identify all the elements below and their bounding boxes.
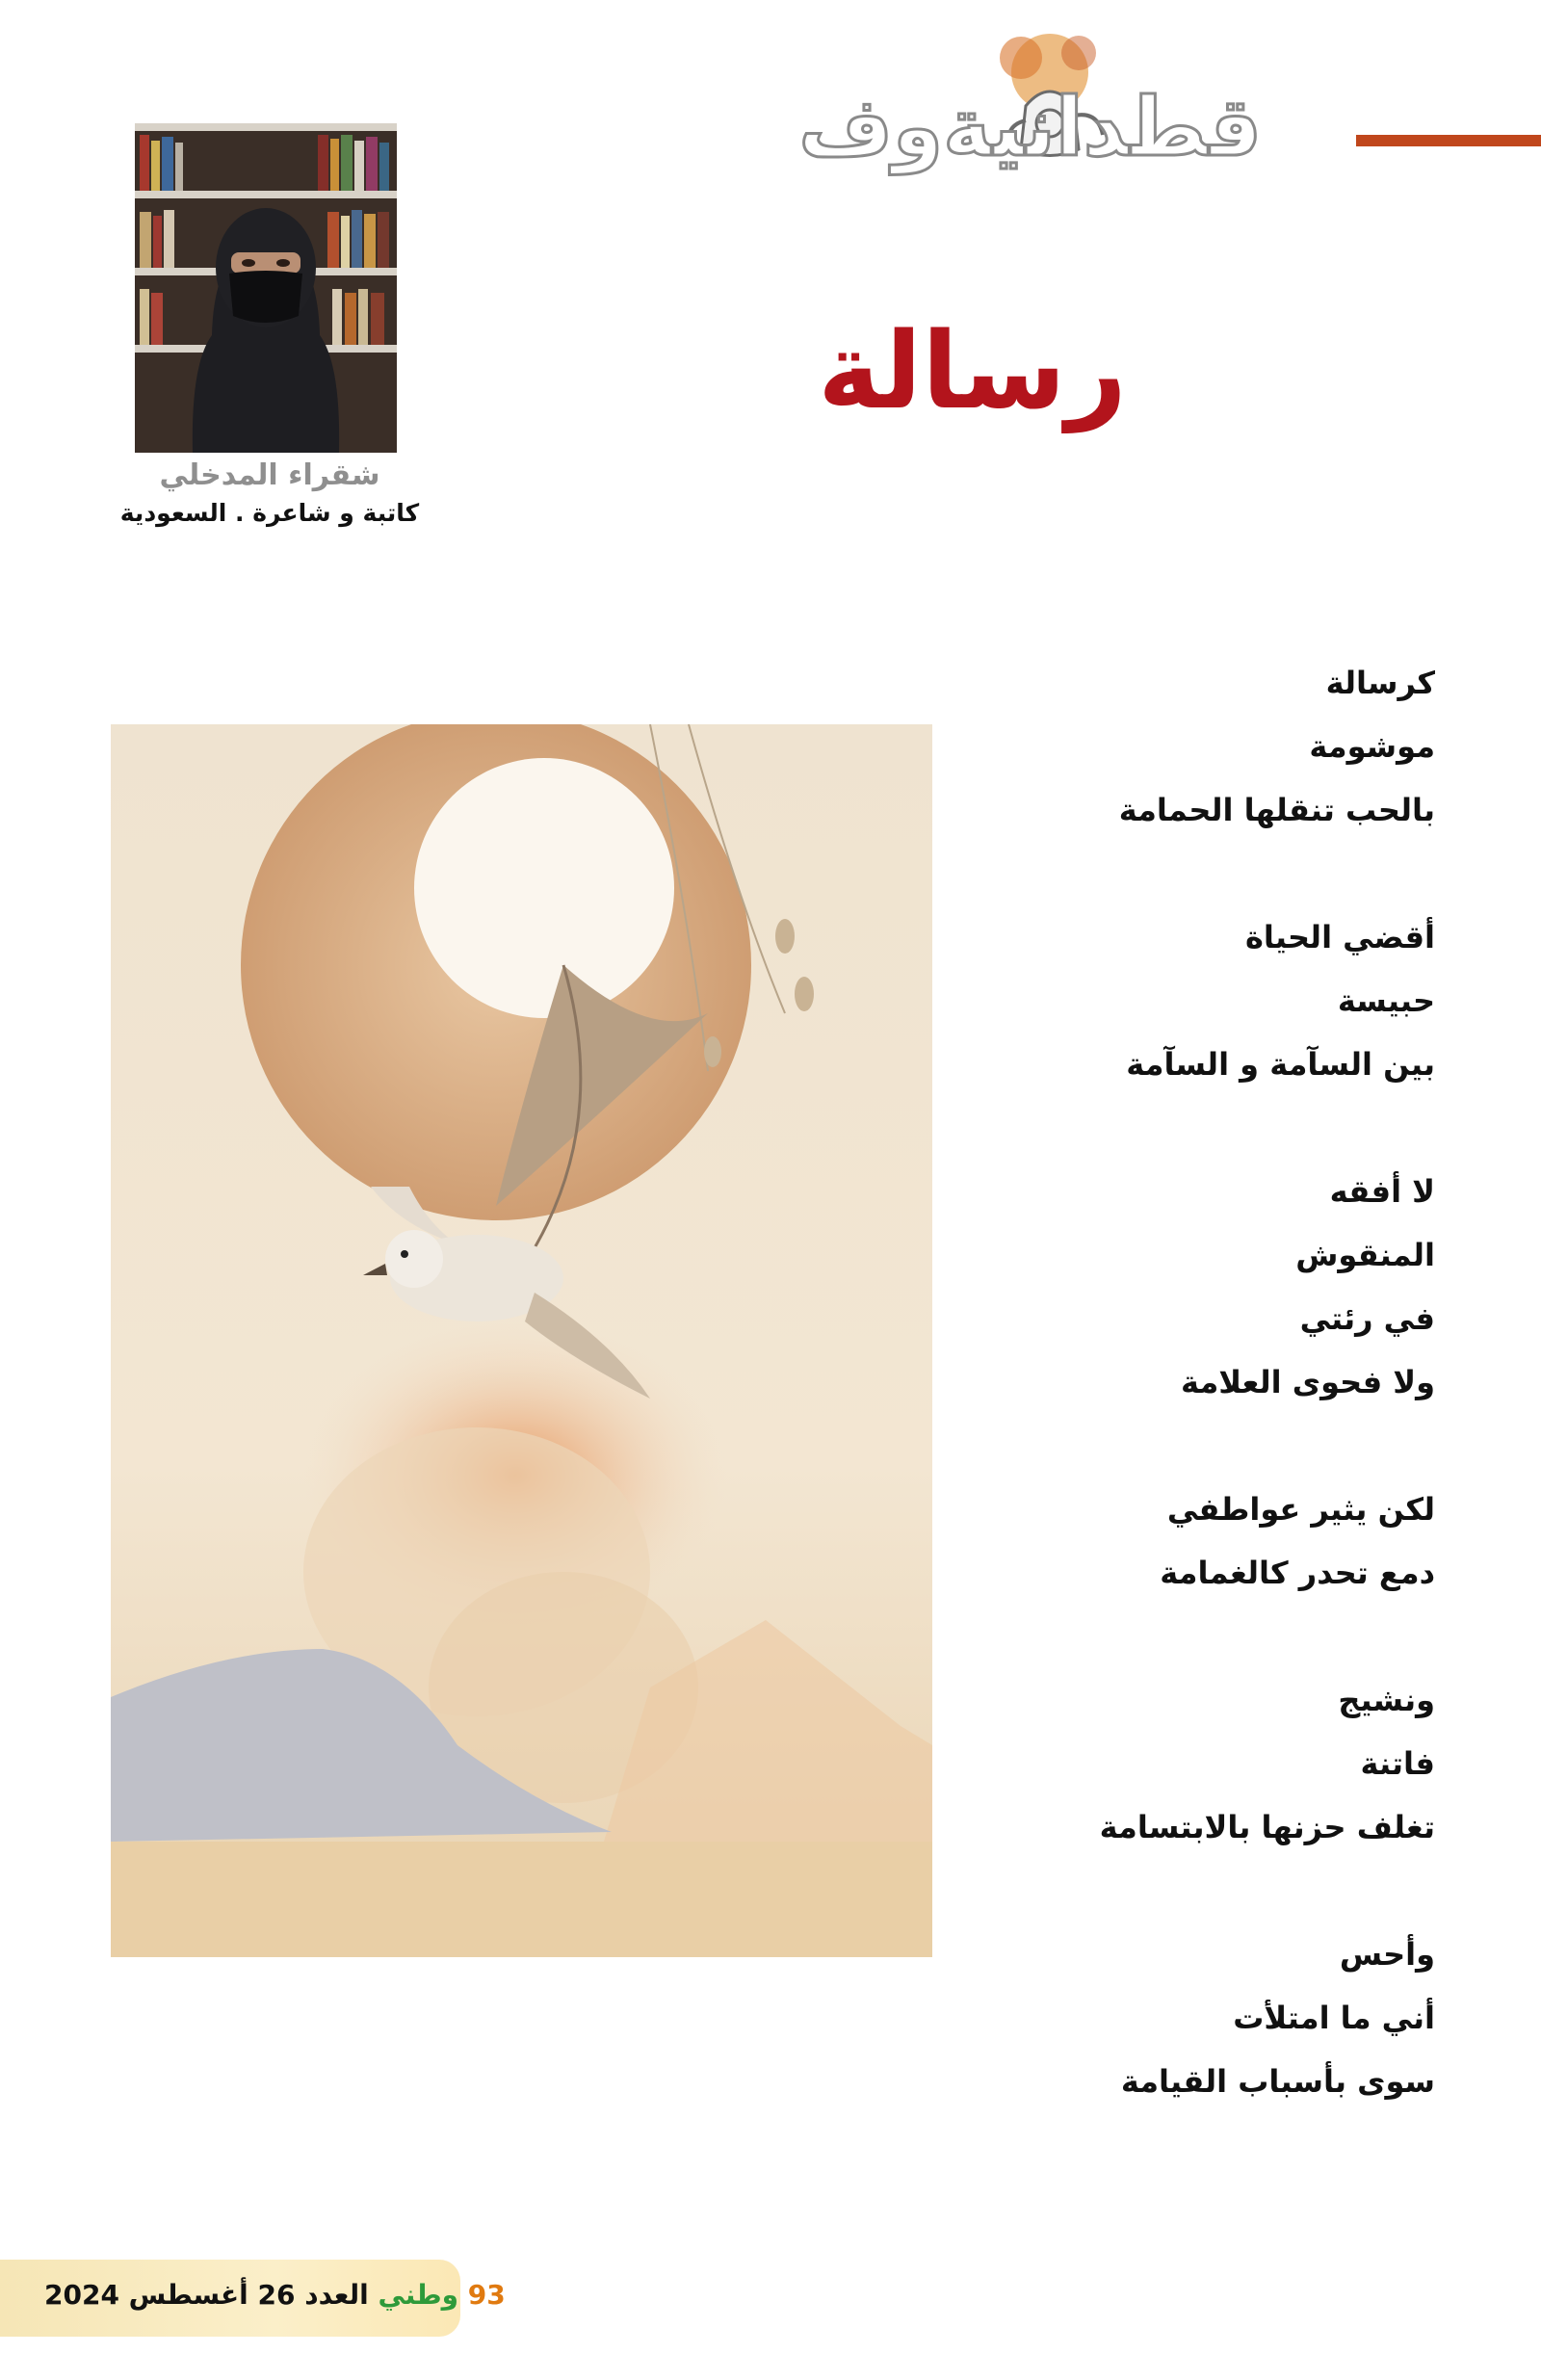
page-title: رسالة	[818, 309, 1127, 432]
poem-line: بين السآمة و السآمة	[1126, 1046, 1435, 1083]
poem-line: أقضي الحياة	[1245, 919, 1435, 955]
poem-line: لكن يثير عواطفي	[1166, 1491, 1435, 1528]
page-number: 93	[467, 2279, 506, 2311]
poem-line: موشومة	[1309, 728, 1435, 765]
poem-line: سوى بأسباب القيامة	[1120, 2063, 1435, 2100]
header-accent-bar	[1356, 135, 1541, 146]
poem-line: حبيسة	[1337, 982, 1435, 1019]
dove-sun-illustration	[111, 724, 932, 1957]
footer-info	[44, 2279, 506, 2311]
poem-line: المنقوش	[1295, 1237, 1435, 1273]
poem-line: تغلف حزنها بالابتسامة	[1099, 1809, 1435, 1845]
poem-line: في رئتي	[1299, 1300, 1435, 1337]
dove-illustration-image	[111, 724, 932, 1957]
poem-line: أني ما امتلأت	[1233, 2000, 1435, 2036]
poem-line: بالحب تنقلها الحمامة	[1118, 792, 1435, 828]
poem-line: دمع تحدر كالغمامة	[1160, 1555, 1435, 1591]
poem-line: وأحس	[1339, 1936, 1435, 1973]
page-footer	[0, 2260, 506, 2337]
author-photo	[135, 123, 397, 453]
poem-line: ولا فحوى العلامة	[1181, 1364, 1435, 1400]
magazine-logo	[798, 19, 1368, 174]
issue-number: العدد 26	[257, 2279, 369, 2311]
poem-line: كرسالة	[1325, 665, 1435, 701]
magazine-name: وطني	[378, 2279, 458, 2311]
logo-wordmark: قطدانيةوف	[798, 80, 1262, 174]
poem-line: فاتنة	[1360, 1745, 1435, 1782]
author-portrait-image	[135, 123, 397, 453]
poem-stanza	[896, 905, 1435, 1096]
issue-date: أغسطس 2024	[44, 2279, 248, 2311]
poem	[896, 651, 1435, 2177]
author-name: شقراء المدخلي	[159, 458, 380, 492]
poem-line: ونشيج	[1338, 1682, 1435, 1718]
poem-stanza	[896, 651, 1435, 842]
poem-line: لا أفقه	[1329, 1173, 1435, 1210]
poem-stanza	[896, 1160, 1435, 1414]
poem-stanza	[896, 1922, 1435, 2113]
author-role: كاتبة و شاعرة . السعودية	[119, 499, 420, 527]
poem-stanza	[896, 1668, 1435, 1859]
poem-stanza	[896, 1478, 1435, 1605]
